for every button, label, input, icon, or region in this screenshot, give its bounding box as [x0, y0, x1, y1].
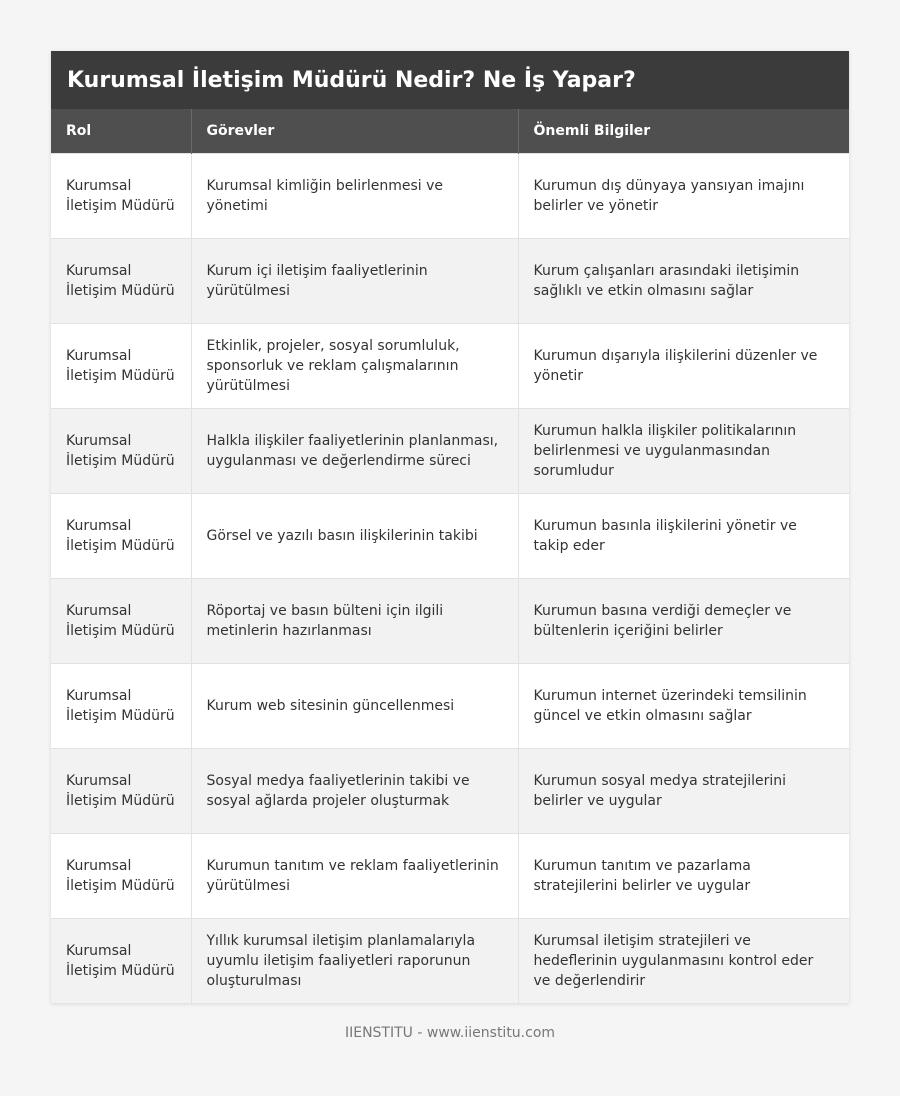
table-row: [51, 153, 849, 238]
cell-role: Kurumsal İletişim Müdürü: [51, 408, 191, 493]
cell-info: Kurumun tanıtım ve pazarlama stratejilerini belirler ve uygular: [518, 833, 849, 918]
cell-task: Yıllık kurumsal iletişim planlamalarıyla uyumlu iletişim faaliyetleri raporunun oluşturulması: [191, 918, 518, 1003]
cell-role: Kurumsal İletişim Müdürü: [51, 493, 191, 578]
table-row: [51, 238, 849, 323]
cell-info: Kurumsal iletişim stratejileri ve hedeflerinin uygulanmasını kontrol eder ve değerlendirir: [518, 918, 849, 1003]
cell-task: Kurum web sitesinin güncellenmesi: [191, 663, 518, 748]
table-header: [51, 109, 849, 153]
table-row: [51, 408, 849, 493]
cell-task: Etkinlik, projeler, sosyal sorumluluk, sponsorluk ve reklam çalışmalarının yürütülmesi: [191, 323, 518, 408]
cell-task: Halkla ilişkiler faaliyetlerinin planlanması, uygulanması ve değerlendirme süreci: [191, 408, 518, 493]
cell-info: Kurumun sosyal medya stratejilerini belirler ve uygular: [518, 748, 849, 833]
table-row: [51, 493, 849, 578]
cell-role: Kurumsal İletişim Müdürü: [51, 153, 191, 238]
table-row: [51, 578, 849, 663]
cell-role: Kurumsal İletişim Müdürü: [51, 918, 191, 1003]
table-row: [51, 918, 849, 1003]
data-table: [51, 109, 849, 1003]
column-header-info: Önemli Bilgiler: [518, 109, 849, 153]
table-row: [51, 323, 849, 408]
cell-info: Kurumun basına verdiği demeçler ve bültenlerin içeriğini belirler: [518, 578, 849, 663]
cell-info: Kurumun basınla ilişkilerini yönetir ve takip eder: [518, 493, 849, 578]
cell-role: Kurumsal İletişim Müdürü: [51, 238, 191, 323]
cell-task: Görsel ve yazılı basın ilişkilerinin takibi: [191, 493, 518, 578]
cell-info: Kurumun halkla ilişkiler politikalarının belirlenmesi ve uygulanmasından sorumludur: [518, 408, 849, 493]
footer-credit: IIENSTITU - www.iienstitu.com: [344, 1025, 556, 1041]
cell-role: Kurumsal İletişim Müdürü: [51, 578, 191, 663]
page-title: Kurumsal İletişim Müdürü Nedir? Ne İş Yapar?: [51, 51, 849, 109]
table-body: [51, 153, 849, 1003]
cell-task: Kurumun tanıtım ve reklam faaliyetlerinin yürütülmesi: [191, 833, 518, 918]
content-card: [51, 51, 849, 1003]
table-row: [51, 663, 849, 748]
table-row: [51, 748, 849, 833]
column-header-tasks: Görevler: [191, 109, 518, 153]
cell-role: Kurumsal İletişim Müdürü: [51, 748, 191, 833]
cell-info: Kurumun dış dünyaya yansıyan imajını belirler ve yönetir: [518, 153, 849, 238]
cell-task: Röportaj ve basın bülteni için ilgili metinlerin hazırlanması: [191, 578, 518, 663]
cell-role: Kurumsal İletişim Müdürü: [51, 663, 191, 748]
table-row: [51, 833, 849, 918]
cell-info: Kurum çalışanları arasındaki iletişimin sağlıklı ve etkin olmasını sağlar: [518, 238, 849, 323]
cell-task: Kurum içi iletişim faaliyetlerinin yürütülmesi: [191, 238, 518, 323]
column-header-role: Rol: [51, 109, 191, 153]
cell-role: Kurumsal İletişim Müdürü: [51, 833, 191, 918]
cell-info: Kurumun dışarıyla ilişkilerini düzenler ve yönetir: [518, 323, 849, 408]
cell-info: Kurumun internet üzerindeki temsilinin güncel ve etkin olmasını sağlar: [518, 663, 849, 748]
cell-task: Sosyal medya faaliyetlerinin takibi ve sosyal ağlarda projeler oluşturmak: [191, 748, 518, 833]
cell-role: Kurumsal İletişim Müdürü: [51, 323, 191, 408]
cell-task: Kurumsal kimliğin belirlenmesi ve yönetimi: [191, 153, 518, 238]
